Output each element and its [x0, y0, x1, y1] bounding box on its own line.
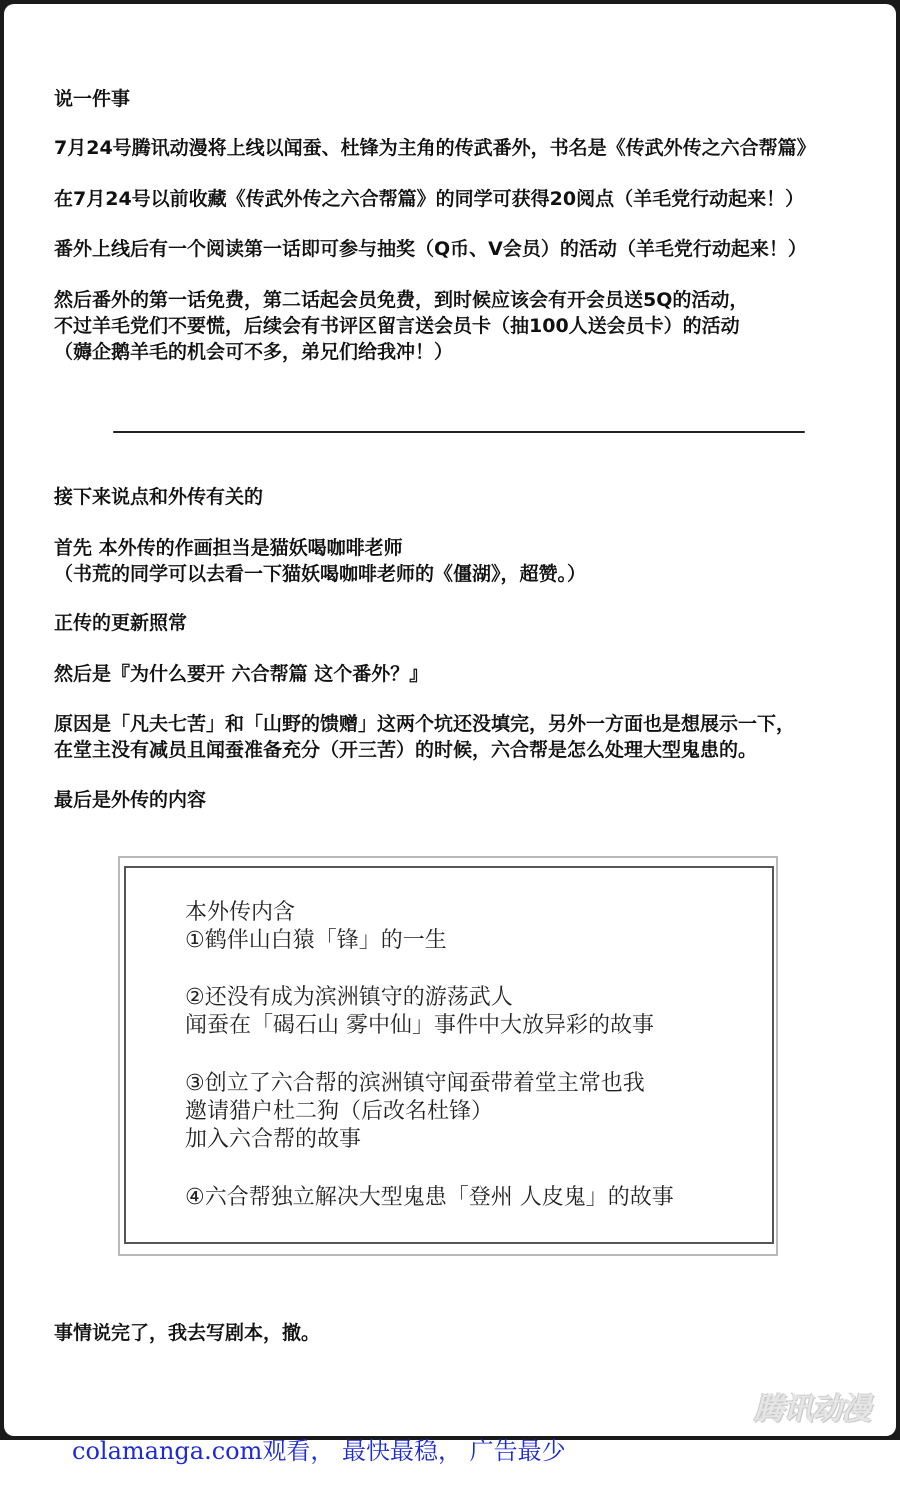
- contents-item-2: [185, 984, 745, 1040]
- contents-item-2-line: ②还没有成为滨洲镇守的游荡武人: [185, 985, 513, 1010]
- contents-title: 本外传内含: [185, 900, 296, 925]
- site-footer-link[interactable]: colamanga.com观看， 最快最稳， 广告最少: [72, 1437, 566, 1465]
- main-story-note: 正传的更新照常: [54, 612, 188, 634]
- about-heading: 接下来说点和外传有关的: [54, 486, 264, 508]
- contents-item-2-line: 闻蚕在「碣石山 雾中仙」事件中大放异彩的故事: [185, 1013, 654, 1038]
- bookmark-reward: 在7月24号以前收藏《传武外传之六合帮篇》的同学可获得20阅点（羊毛党行动起来！）: [54, 188, 805, 210]
- reason-paragraph: [54, 711, 874, 763]
- release-announcement: 7月24号腾讯动漫将上线以闻蚕、杜锋为主角的传武番外，书名是《传武外传之六合帮篇》: [54, 137, 816, 159]
- contents-item-3: [185, 1070, 745, 1154]
- artist-line: （书荒的同学可以去看一下猫妖喝咖啡老师的《僵湖》，超赞。）: [54, 563, 587, 585]
- free-chapter-line: 不过羊毛党们不要慌，后续会有书评区留言送会员卡（抽100人送会员卡）的活动: [54, 315, 740, 337]
- notice-heading: 说一件事: [54, 88, 131, 110]
- free-chapter-line: （薅企鹅羊毛的机会可不多，弟兄们给我冲！）: [54, 341, 454, 363]
- contents-item-3-line: 邀请猎户杜二狗（后改名杜锋）: [185, 1099, 494, 1124]
- why-question: 然后是『为什么要开 六合帮篇 这个番外？』: [54, 663, 429, 685]
- artist-paragraph: [54, 535, 874, 587]
- free-chapter-line: 然后番外的第一话免费，第二话起会员免费，到时候应该会有开会员送5Q的活动，: [54, 289, 749, 311]
- contents-item-3-line: ③创立了六合帮的滨洲镇守闻蚕带着堂主常也我: [185, 1071, 645, 1096]
- contents-item-3-line: 加入六合帮的故事: [185, 1127, 362, 1152]
- reason-line: 原因是「凡夫七苦」和「山野的馈赠」这两个坑还没填完，另外一方面也是想展示一下，: [54, 713, 796, 735]
- contents-item-1: ①鹤伴山白猿「锋」的一生: [185, 928, 447, 953]
- contents-item-4: ④六合帮独立解决大型鬼患「登州 人皮鬼」的故事: [185, 1185, 674, 1210]
- lottery-event: 番外上线后有一个阅读第一话即可参与抽奖（Q币、V会员）的活动（羊毛党行动起来！）: [54, 238, 807, 260]
- section-divider: [113, 431, 805, 433]
- free-chapter-paragraph: [54, 287, 874, 365]
- tencent-comic-watermark: 腾讯动漫: [754, 1392, 870, 1427]
- artist-line: 首先 本外传的作画担当是猫妖喝咖啡老师: [54, 537, 403, 559]
- closing-line: 事情说完了，我去写剧本，撤。: [54, 1322, 321, 1344]
- content-intro: 最后是外传的内容: [54, 789, 207, 811]
- reason-line: 在堂主没有减员且闻蚕准备充分（开三苦）的时候，六合帮是怎么处理大型鬼患的。: [54, 739, 758, 761]
